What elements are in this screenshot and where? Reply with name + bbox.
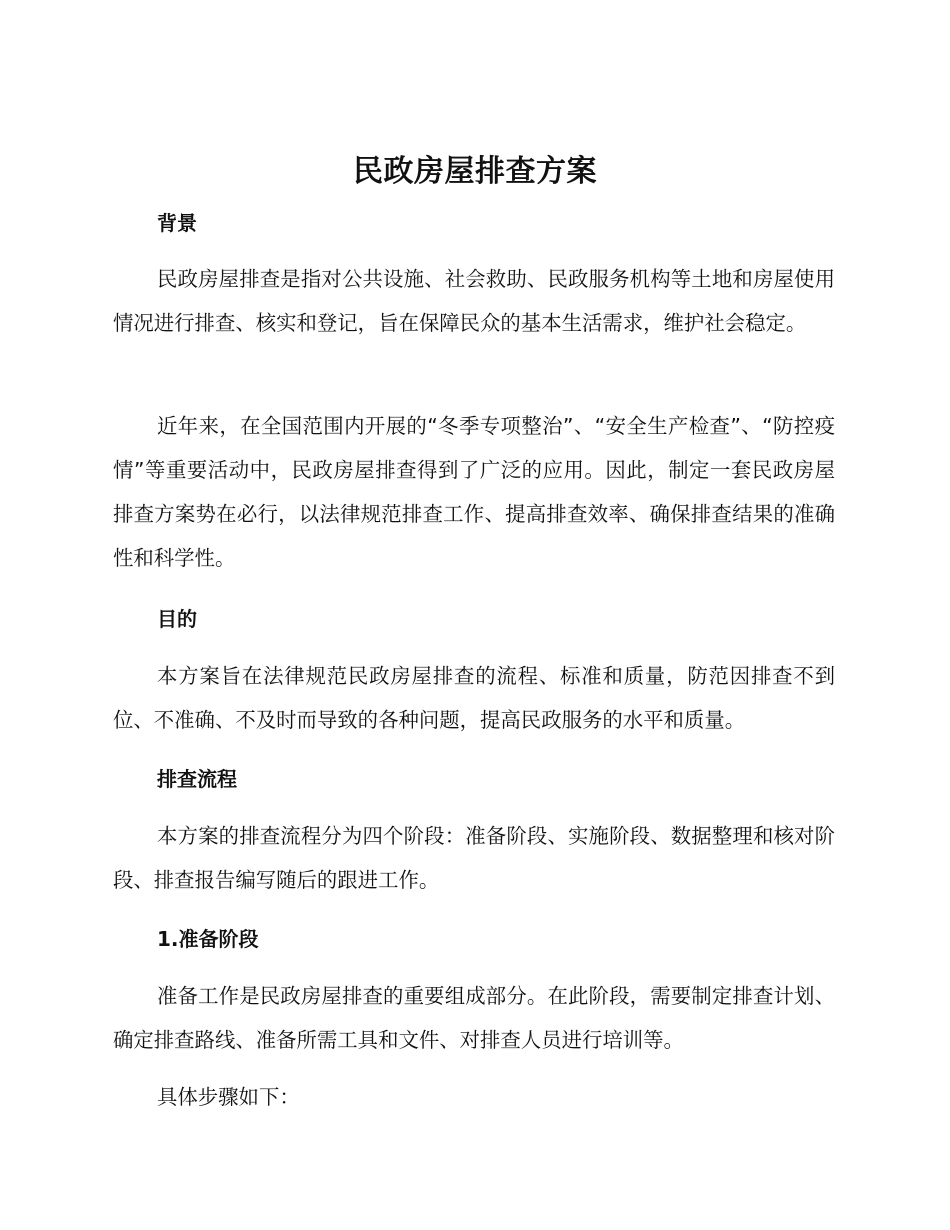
heading-process: 排查流程: [157, 767, 237, 791]
paragraph-preparation-1: 准备工作是民政房屋排查的重要组成部分。在此阶段，需要制定排查计划、确定排查路线、准备所需工具和文件、对排查人员进行培训等。: [113, 984, 835, 1052]
paragraph-purpose-1: 本方案旨在法律规范民政房屋排查的流程、标准和质量，防范因排查不到位、不准确、不及时而导致的各种问题，提高民政服务的水平和质量。: [113, 664, 835, 732]
paragraph-process-1: 本方案的排查流程分为四个阶段：准备阶段、实施阶段、数据整理和核对阶段、排查报告编写随后的跟进工作。: [113, 824, 835, 892]
heading-preparation: 1.准备阶段: [157, 927, 259, 951]
paragraph-preparation-2: 具体步骤如下：: [157, 1085, 300, 1109]
document-title: 民政房屋排查方案: [353, 154, 597, 189]
heading-purpose: 目的: [157, 607, 197, 631]
paragraph-background-1: 民政房屋排查是指对公共设施、社会救助、民政服务机构等土地和房屋使用情况进行排查、核实和登记，旨在保障民众的基本生活需求，维护社会稳定。: [113, 267, 835, 335]
heading-background: 背景: [157, 211, 197, 235]
paragraph-background-2: 近年来，在全国范围内开展的“冬季专项整治”、“安全生产检查”、“防控疫情”等重要活动中，民政房屋排查得到了广泛的应用。因此，制定一套民政房屋排查方案势在必行，以法律规范排查工作、提高排查效率、确保排查结果的准确性和科学性。: [113, 414, 835, 570]
